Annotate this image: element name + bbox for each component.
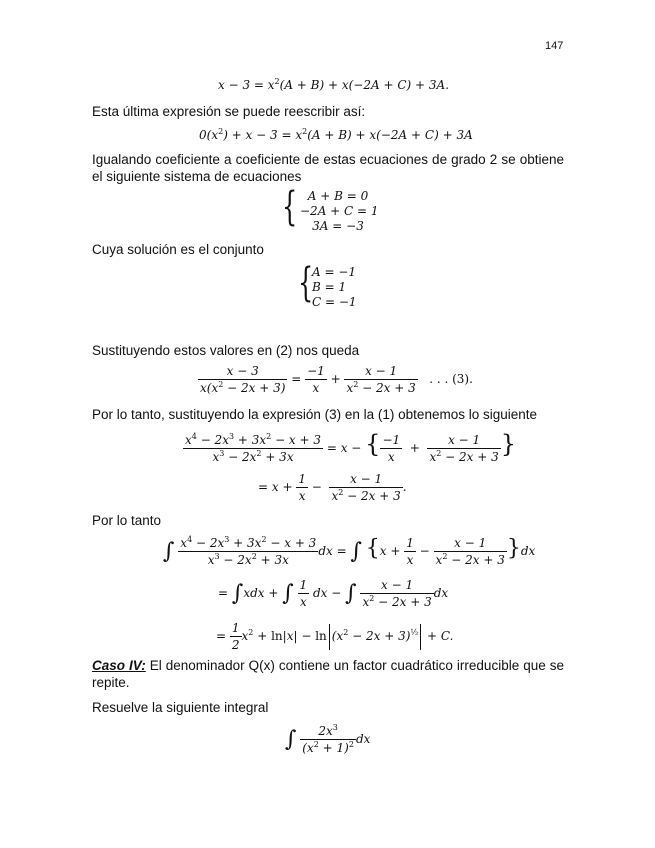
system-1-row: A + B = 0: [307, 189, 369, 203]
equation-2: $0(x^2) + x - 3 = x^2(A + B) + x(-2A + C) + 3A$: [199, 127, 473, 142]
paragraph-2: Igualando coeficiente a coeficiente de estas ecuaciones de grado 2 se obtiene el siguiente sistema de ecuaciones: [92, 152, 564, 184]
system-2-row: B = 1: [312, 280, 347, 294]
system-2-row: A = −1: [312, 265, 357, 279]
equation-5-line-2: = ∫xdx + ∫ $\frac{1}{x}$ dx − ∫ $\frac{x - 1}{x^2 - 2x + 3}$ dx: [218, 578, 449, 609]
system-2-row: C = −1: [312, 295, 357, 309]
left-brace-icon: {: [298, 260, 314, 306]
equation-5-line-1: ∫ $\frac{x^4 - 2x^3 + 3x^2 - x + 3}{x^3 - 2x^2 + 3x}$ dx = ∫ {x + $\frac{1}{x}$ − $\frac{x - 1}{x^2 - 2x + 3}$ }dx: [163, 535, 536, 567]
paragraph-4: Sustituyendo estos valores en (2) nos queda: [92, 343, 360, 358]
equation-4-line-2: = x + $\frac{1}{x}$ − $\frac{x - 1}{x^2 - 2x + 3}$ .: [258, 472, 407, 503]
equation-5-line-3: = $\frac{1}{2}$ $x^2 + \ln|x| - \ln (x^2 - 2x + 3)^{\frac{1}{2}} + C$.: [216, 621, 454, 652]
paragraph-7: Resuelve la siguiente integral: [92, 700, 269, 715]
caso-iv-label: Caso IV:: [92, 658, 146, 673]
paragraph-1: Esta última expresión se puede reescribir así:: [92, 104, 366, 119]
equation-final-integral: ∫ $\frac{2x^3}{(x^2 + 1)^2}$ dx: [285, 723, 371, 755]
caso-iv-paragraph: Caso IV: El denominador Q(x) contiene un factor cuadrático irreducible que se repite.: [92, 658, 564, 690]
left-brace-icon: {: [282, 184, 298, 230]
paragraph-6: Por lo tanto: [92, 513, 162, 528]
equation-top: $x - 3 = x^2(A + B) + x(-2A + C) + 3A$.: [218, 77, 450, 92]
page-number: 147: [545, 40, 564, 52]
system-1-row: −2A + C = 1: [300, 204, 379, 218]
paragraph-5: Por lo tanto, sustituyendo la expresión (3) en la (1) obtenemos lo siguiente: [92, 407, 538, 422]
system-1-row: 3A = −3: [312, 219, 364, 233]
equation-4-line-1: $\frac{x^4 - 2x^3 + 3x^2 - x + 3}{x^3 - 2x^2 + 3x}$ = x − { $\frac{-1}{x}$ + $\frac{x - 1}{x^2 - 2x + 3}$ }: [185, 430, 517, 464]
equation-3: $\frac{x - 3}{x(x^2 - 2x + 3)}$ = $\frac{-1}{x}$ + $\frac{x - 1}{x^2 - 2x + 3}$ . . . (3).: [200, 364, 473, 395]
paragraph-3: Cuya solución es el conjunto: [92, 242, 264, 257]
